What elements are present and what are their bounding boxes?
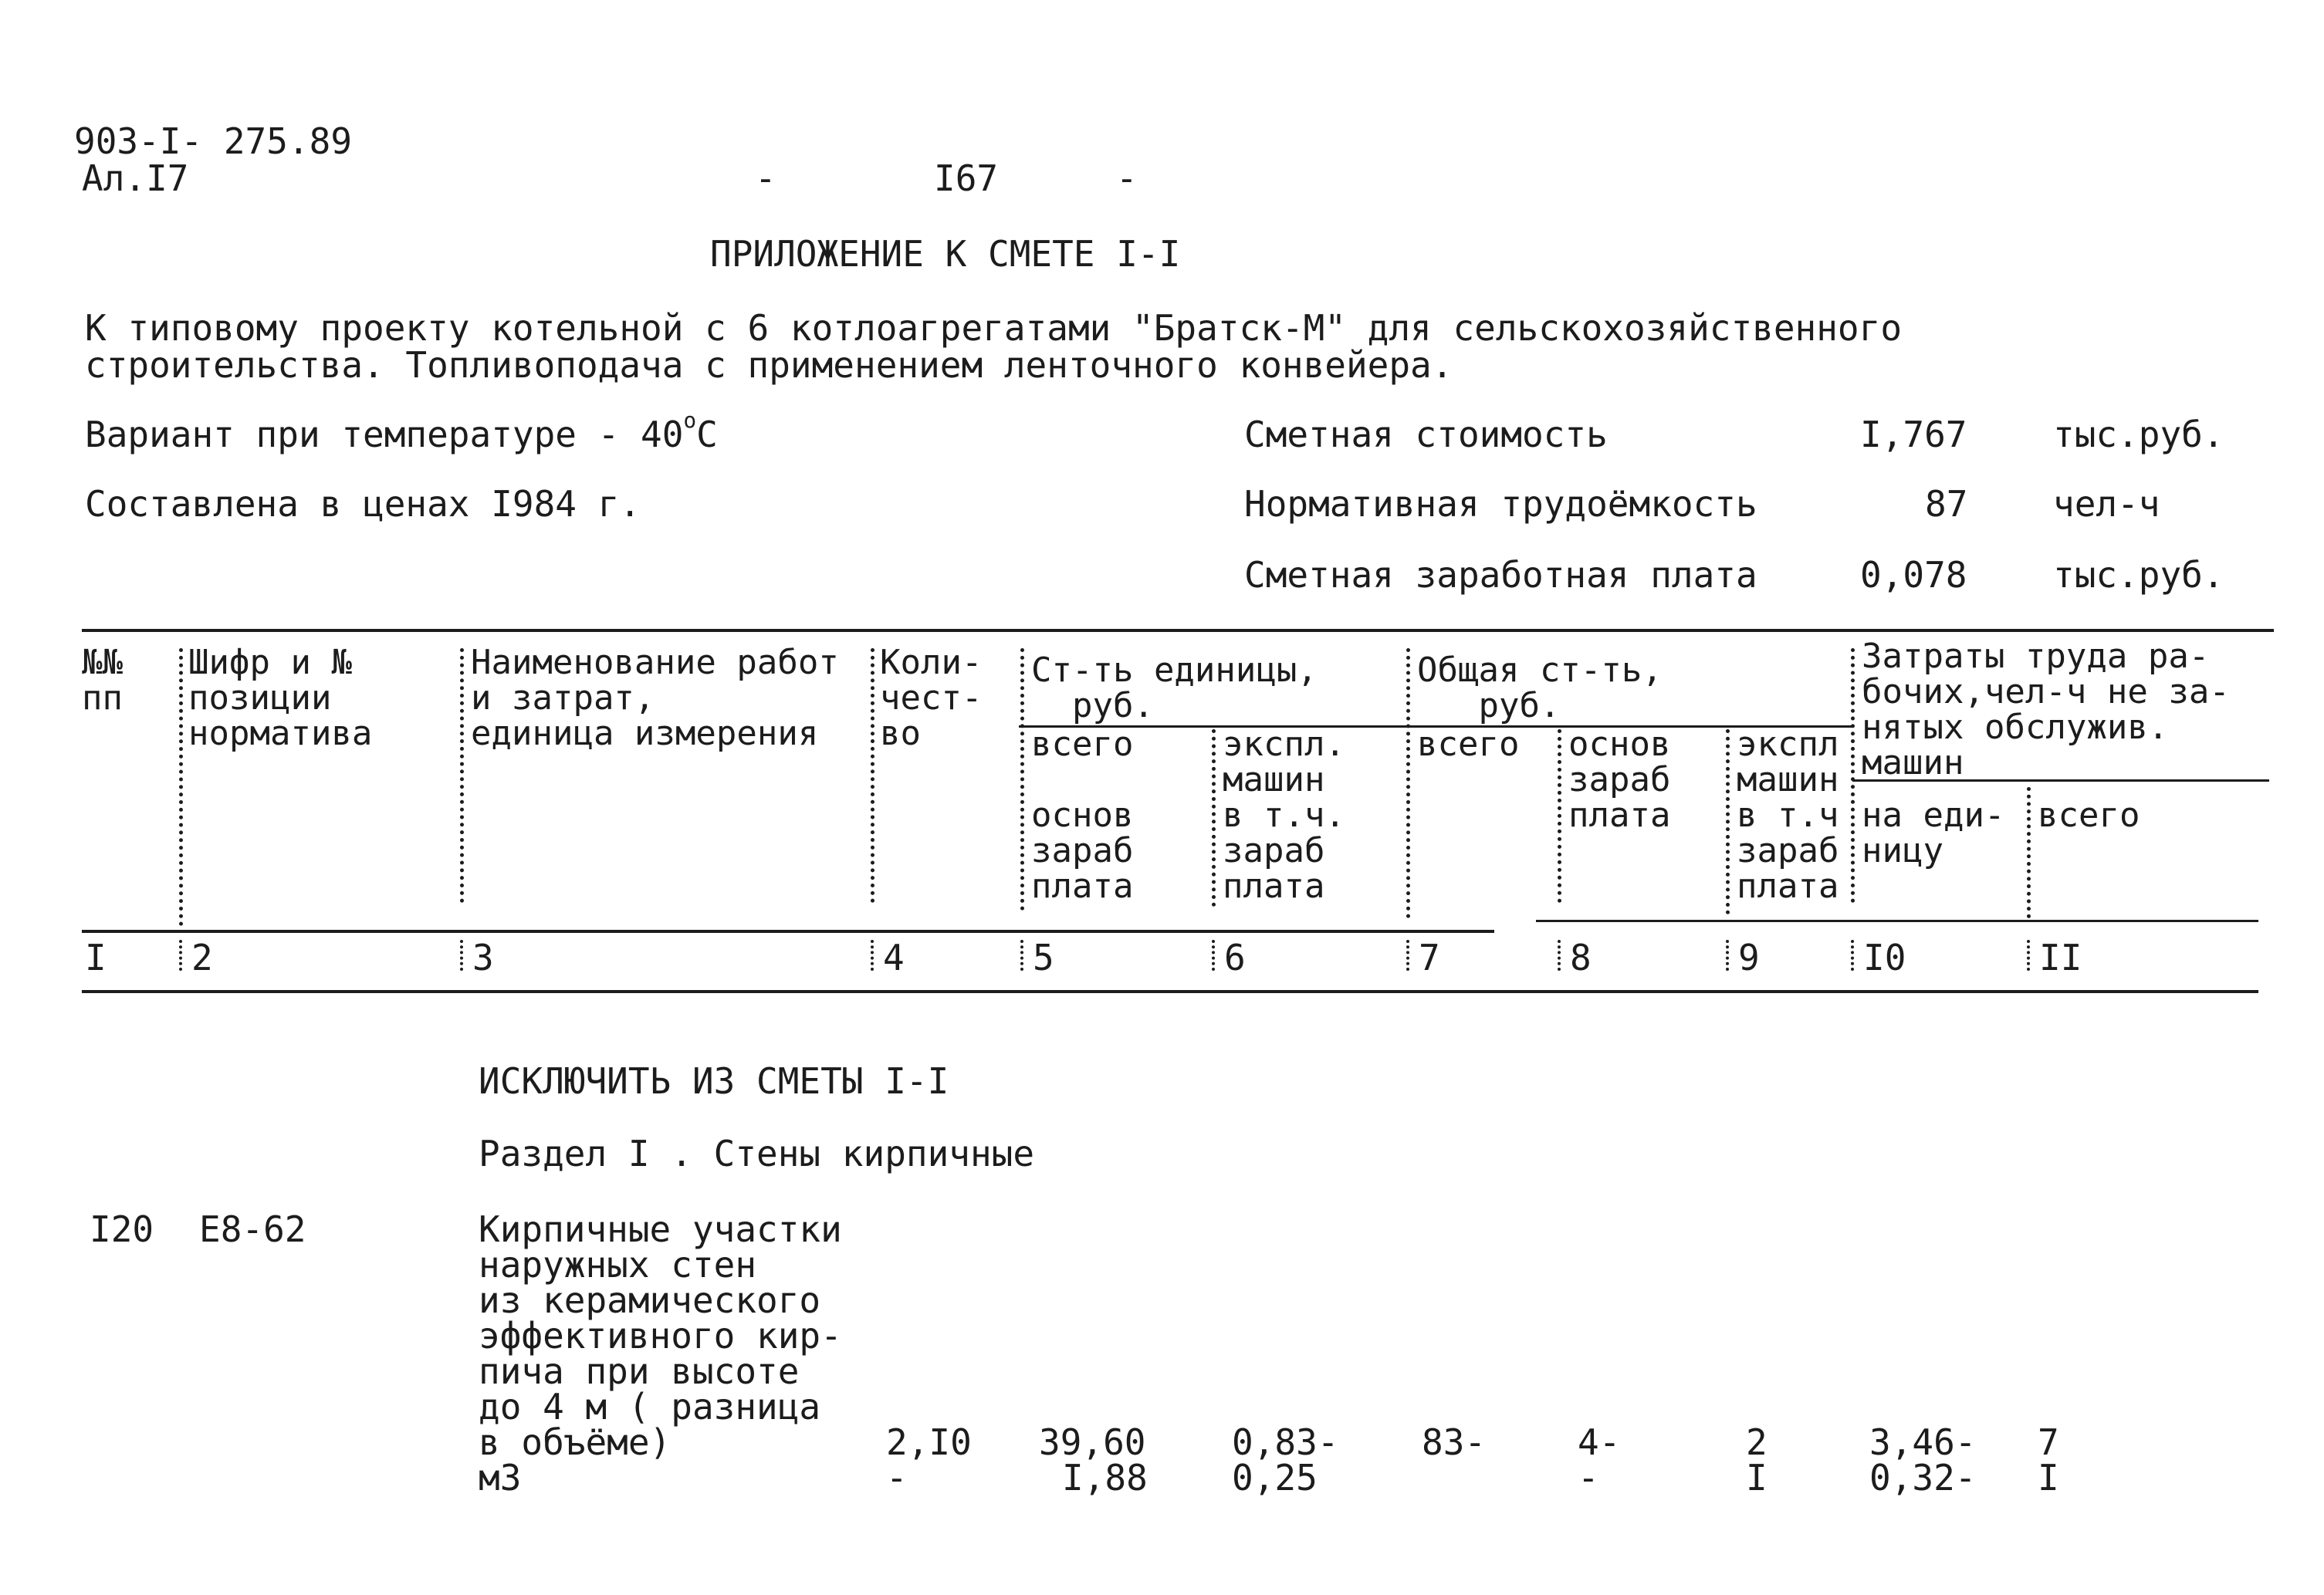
col-number-sep-10 xyxy=(1851,940,1854,971)
summary-value-cost: I,767 xyxy=(1860,414,1967,455)
summary-value-labor: 87 xyxy=(1925,483,1968,525)
col-number-3: 3 xyxy=(472,937,494,978)
header-labor-unit: на еди- ницу xyxy=(1862,796,2005,870)
col-separator-1 xyxy=(179,648,183,926)
header-total-cost: Общая ст-ть, руб. xyxy=(1417,651,1663,725)
row-labor-unit-2: 0,32- xyxy=(1869,1457,1977,1499)
col-number-4: 4 xyxy=(883,937,905,978)
row-unit-wage: I,88 xyxy=(1062,1457,1148,1499)
temperature-unit: C xyxy=(696,414,718,455)
summary-unit-cost: тыс.руб. xyxy=(2053,414,2224,455)
header-total-machines: экспл машин в т.ч зараб плата xyxy=(1737,725,1839,906)
col-separator-7 xyxy=(1558,729,1561,903)
header-partial-rule xyxy=(1536,920,2258,922)
document-code: 903-I- 275.89 xyxy=(74,120,353,162)
row-labor-total: 7 xyxy=(2038,1421,2059,1463)
col-number-sep-5 xyxy=(1020,940,1023,971)
row-total-machines-wage: I xyxy=(1746,1457,1768,1499)
row-quantity: 2,I0 xyxy=(886,1421,972,1463)
col-number-10: I0 xyxy=(1863,937,1906,978)
col-separator-2 xyxy=(460,648,464,903)
col-number-9: 9 xyxy=(1738,937,1760,978)
exclude-title: ИСКЛЮЧИТЬ ИЗ СМЕТЫ I-I xyxy=(479,1060,949,1102)
row-quantity-2: - xyxy=(886,1457,908,1499)
header-bottom-rule xyxy=(82,930,1494,933)
row-labor-total-2: I xyxy=(2038,1457,2059,1499)
intro-line-1: К типовому проекту котельной с 6 котлоагрегатами "Братск-М" для сельскохозяйственного xyxy=(85,307,1903,349)
col-number-sep-8 xyxy=(1558,940,1561,971)
page-dash-right: - xyxy=(1116,157,1138,199)
degree-sign: o xyxy=(683,407,697,434)
row-name: Кирпичные участки наружных стен из керамического эффективного кир- пича при высоте до 4 м ( разница в объёме) м3 xyxy=(479,1208,842,1499)
summary-value-wage: 0,078 xyxy=(1860,554,1967,596)
summary-unit-labor: чел-ч xyxy=(2053,483,2160,525)
col-number-5: 5 xyxy=(1033,937,1054,978)
summary-label-wage: Сметная заработная плата xyxy=(1244,554,1757,596)
col-number-7: 7 xyxy=(1419,937,1440,978)
header-unit-cost: Ст-ть единицы, руб. xyxy=(1031,651,1318,725)
page-dash-left: - xyxy=(755,157,776,199)
header-labor: Затраты труда ра- бочих,чел-ч не за- нятых обслужив. машин xyxy=(1862,637,2230,782)
summary-unit-wage: тыс.руб. xyxy=(2053,554,2224,596)
summary-label-labor: Нормативная трудоёмкость xyxy=(1244,483,1757,525)
col-separator-6 xyxy=(1406,648,1410,918)
col-number-1: I xyxy=(85,937,107,978)
col-number-sep-9 xyxy=(1726,940,1729,971)
sheet-number: Ал.I7 xyxy=(82,157,189,199)
col-number-sep-4 xyxy=(871,940,874,971)
col-number-11: II xyxy=(2039,937,2082,978)
row-unit-machines: 0,83- xyxy=(1232,1421,1339,1463)
col-number-sep-11 xyxy=(2027,940,2030,971)
header-unit-wage: основ зараб плата xyxy=(1031,796,1134,906)
row-unit-total: 39,60 xyxy=(1039,1421,1146,1463)
col-separator-8 xyxy=(1726,729,1730,914)
col-separator-5 xyxy=(1212,729,1216,907)
temperature-variant xyxy=(85,407,718,455)
header-labor-total: всего xyxy=(2038,796,2140,835)
col-separator-3 xyxy=(871,648,874,903)
col-separator-4 xyxy=(1020,648,1024,911)
header-unit-machines: экспл. машин в т.ч. зараб плата xyxy=(1223,725,1345,906)
row-total: 83- xyxy=(1422,1421,1487,1463)
row-total-machines: 2 xyxy=(1746,1421,1768,1463)
col-number-sep-2 xyxy=(179,940,182,971)
col-number-sep-3 xyxy=(460,940,463,971)
row-labor-unit: 3,46- xyxy=(1869,1421,1977,1463)
row-unit-machines-wage: 0,25 xyxy=(1232,1457,1318,1499)
table-top-rule xyxy=(82,629,2274,632)
section-title: Раздел I . Стены кирпичные xyxy=(479,1133,1035,1174)
header-name: Наименование работ и затрат, единица измерения xyxy=(471,643,839,753)
row-total-wage-2: - xyxy=(1578,1457,1599,1499)
col-number-sep-6 xyxy=(1212,940,1215,971)
col-number-2: 2 xyxy=(191,937,213,978)
price-basis: Составлена в ценах I984 г. xyxy=(85,483,641,525)
temperature-variant-prefix: Вариант при температуре - 40 xyxy=(85,414,684,455)
header-quantity: Коли- чест- во xyxy=(880,643,983,753)
appendix-title: ПРИЛОЖЕНИЕ К СМЕТЕ I-I xyxy=(710,233,1181,275)
col-separator-9 xyxy=(1851,648,1855,903)
intro-line-2: строительства. Топливоподача с применением ленточного конвейера. xyxy=(85,344,1453,386)
col-separator-10 xyxy=(2027,787,2031,918)
header-total-wage: основ зараб плата xyxy=(1568,725,1671,835)
col-number-8: 8 xyxy=(1570,937,1592,978)
header-unit-total: всего xyxy=(1031,725,1134,764)
header-num: №№ пп xyxy=(82,643,123,718)
column-numbers-rule xyxy=(82,990,2258,993)
row-code: E8-62 xyxy=(199,1208,306,1250)
row-number: I20 xyxy=(90,1208,154,1250)
col-number-6: 6 xyxy=(1224,937,1246,978)
page-number: I67 xyxy=(934,157,999,199)
header-total: всего xyxy=(1417,725,1520,764)
header-code: Шифр и № позиции норматива xyxy=(188,643,373,753)
col-number-sep-7 xyxy=(1406,940,1409,971)
summary-label-cost: Сметная стоимость xyxy=(1244,414,1608,455)
row-total-wage: 4- xyxy=(1578,1421,1621,1463)
